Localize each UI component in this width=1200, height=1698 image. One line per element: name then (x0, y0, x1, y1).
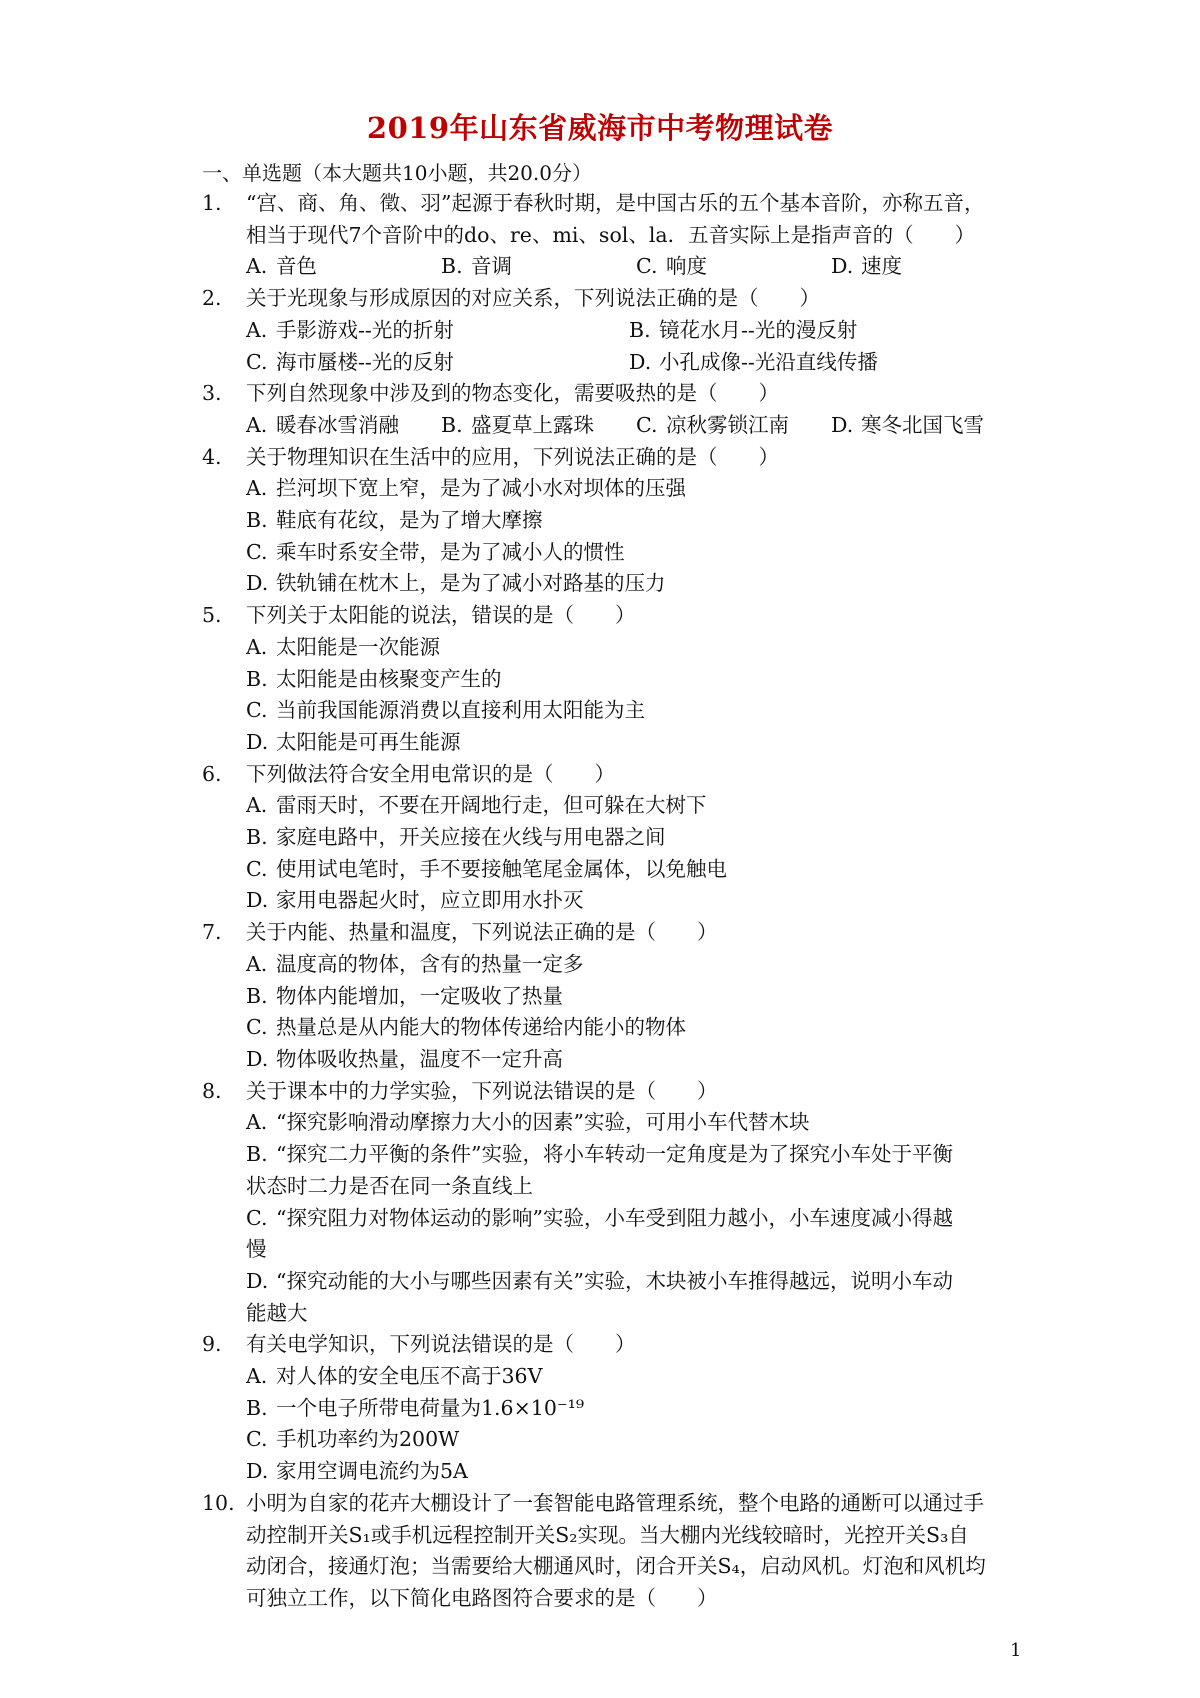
question-stem (246, 378, 1032, 410)
option-text: 热量总是从内能大的物体传递给内能小的物体 (276, 1015, 686, 1040)
option-label: B. (246, 825, 268, 850)
option-label: B. (441, 412, 463, 437)
stem-line: “宫、商、角、徵、羽”起源于春秋时期，是中国古乐的五个基本音阶，亦称五音， (246, 191, 985, 215)
option-text: 拦河坝下宽上窄，是为了减小水对坝体的压强 (276, 476, 686, 501)
stem-line: 下列自然现象中涉及到的物态变化，需要吸热的是（ ） (246, 381, 779, 406)
option-text: 速度 (861, 254, 902, 279)
option-d (831, 410, 1026, 442)
option-text: 小孔成像--光沿直线传播 (659, 349, 878, 374)
option-text: 鞋底有花纹，是为了增大摩擦 (276, 508, 543, 533)
option-text: 响度 (666, 254, 707, 279)
option-text: 雷雨天时，不要在开阔地行走，但可躲在大树下 (276, 793, 707, 818)
option-continuation: 状态时二力是否在同一条直线上 (246, 1173, 533, 1198)
question-number: 1. (202, 191, 222, 215)
option-text: 音调 (471, 254, 512, 279)
option-c (636, 251, 831, 283)
stem-line: 小明为自家的花卉大棚设计了一套智能电路管理系统，整个电路的通断可以通过手 (246, 1490, 984, 1515)
options-group (246, 790, 1032, 917)
question-number: 2. (202, 286, 222, 311)
question-8 (202, 1076, 1032, 1330)
options-group (246, 632, 1032, 759)
question-number: 7. (202, 920, 222, 945)
option-c (246, 1012, 1032, 1044)
option-label: B. (441, 254, 463, 279)
option-c (246, 1203, 1032, 1235)
option-a (246, 949, 1032, 981)
question-number: 6. (202, 761, 222, 786)
option-label: C. (246, 349, 268, 374)
option-text: 乘车时系安全带，是为了减小人的惯性 (276, 539, 625, 564)
option-text: 一个电子所带电荷量为1.6×10⁻¹⁹ (276, 1395, 585, 1420)
option-a (246, 1361, 1032, 1393)
page-title: 2019年山东省威海市中考物理试卷 (366, 111, 834, 145)
question-stem (246, 442, 1032, 474)
stem-line: 动闭合，接通灯泡；当需要给大棚通风时，闭合开关S₄，启动风机。灯泡和风机均 (246, 1554, 986, 1579)
option-d (246, 1266, 1032, 1298)
option-text: 温度高的物体，含有的热量一定多 (276, 951, 584, 976)
option-d (246, 568, 1032, 600)
option-text: 音色 (276, 254, 317, 279)
option-text: 盛夏草上露珠 (471, 412, 594, 437)
question-stem (246, 600, 1032, 632)
option-c (246, 854, 1032, 886)
option-text: 家用电器起火时，应立即用水扑灭 (276, 888, 584, 913)
options-group (246, 1361, 1032, 1488)
question-number: 10. (202, 1490, 235, 1515)
option-b (629, 315, 1029, 347)
stem-line: 下列关于太阳能的说法，错误的是（ ） (246, 603, 636, 628)
option-a (246, 251, 441, 283)
option-continuation: 能越大 (246, 1300, 308, 1325)
option-a (246, 632, 1032, 664)
option-label: C. (246, 698, 268, 723)
page-number: 1 (1010, 1640, 1022, 1661)
option-label: C. (246, 1427, 268, 1452)
option-text: 铁轨铺在枕木上，是为了减小对路基的压力 (276, 571, 666, 596)
option-label: D. (246, 1046, 269, 1071)
option-label: A. (246, 254, 268, 279)
stem-line: 可独立工作，以下简化电路图符合要求的是（ ） (246, 1585, 718, 1610)
option-c (246, 1424, 1032, 1456)
options-group (246, 410, 1032, 442)
question-stem (246, 1076, 1032, 1108)
option-label: D. (831, 412, 854, 437)
option-label: B. (246, 1395, 268, 1420)
option-text: “探究二力平衡的条件”实验，将小车转动一定角度是为了探究小车处于平衡 (276, 1142, 953, 1167)
option-text: 家庭电路中，开关应接在火线与用电器之间 (276, 825, 666, 850)
stem-line: 相当于现代7个音阶中的do、re、mi、sol、la．五音实际上是指声音的（ ） (246, 222, 976, 247)
option-label: C. (246, 539, 268, 564)
question-9 (202, 1329, 1032, 1488)
option-a (246, 790, 1032, 822)
option-text: 太阳能是由核聚变产生的 (276, 666, 502, 691)
option-text: 海市蜃楼--光的反射 (276, 349, 454, 374)
option-text: 寒冬北国飞雪 (861, 412, 984, 437)
option-b (246, 1139, 1032, 1171)
option-a (246, 410, 441, 442)
question-number: 8. (202, 1078, 222, 1103)
option-label: A. (246, 412, 268, 437)
option-d (246, 885, 1032, 917)
option-text: “探究动能的大小与哪些因素有关”实验，木块被小车推得越远，说明小车动 (276, 1268, 953, 1293)
section-heading: 一、单选题（本大题共10小题，共20.0分） (202, 161, 592, 185)
option-label: D. (246, 729, 269, 754)
option-label: B. (246, 1142, 268, 1167)
stem-line: 有关电学知识，下列说法错误的是（ ） (246, 1332, 636, 1357)
option-text: 家用空调电流约为5A (276, 1459, 468, 1484)
option-text: “探究影响滑动摩擦力大小的因素”实验，可用小车代替木块 (276, 1110, 810, 1135)
option-text: 凉秋雾锁江南 (666, 412, 789, 437)
option-label: D. (246, 1268, 269, 1293)
option-label: B. (246, 508, 268, 533)
option-label: A. (246, 476, 268, 501)
option-label: B. (246, 983, 268, 1008)
option-c (636, 410, 831, 442)
option-label: C. (246, 1205, 268, 1230)
option-a (246, 315, 629, 347)
option-text: 当前我国能源消费以直接利用太阳能为主 (276, 698, 645, 723)
question-number: 9. (202, 1332, 222, 1357)
option-label: D. (831, 254, 854, 279)
option-text: 暖春冰雪消融 (276, 412, 399, 437)
stem-line: 下列做法符合安全用电常识的是（ ） (246, 761, 615, 786)
question-7 (202, 917, 1032, 1076)
option-label: A. (246, 1364, 268, 1389)
question-5 (202, 600, 1032, 759)
option-a (246, 1107, 1032, 1139)
option-text: 使用试电笔时，手不要接触笔尾金属体，以免触电 (276, 856, 727, 881)
question-6 (202, 759, 1032, 918)
option-label: C. (246, 856, 268, 881)
question-3 (202, 378, 1032, 441)
stem-line: 关于课本中的力学实验，下列说法错误的是（ ） (246, 1078, 718, 1103)
option-text: “探究阻力对物体运动的影响”实验，小车受到阻力越小，小车速度减小得越 (276, 1205, 953, 1230)
option-text: 手机功率约为200W (276, 1427, 460, 1452)
option-d (246, 1044, 1032, 1076)
question-1 (202, 188, 1032, 283)
question-number: 5. (202, 603, 222, 628)
option-d (246, 1456, 1032, 1488)
option-b (246, 981, 1032, 1013)
stem-line: 关于内能、热量和温度，下列说法正确的是（ ） (246, 920, 718, 945)
options-group (246, 1107, 1032, 1329)
question-stem (246, 917, 1032, 949)
stem-line: 关于物理知识在生活中的应用，下列说法正确的是（ ） (246, 444, 779, 469)
question-stem (246, 188, 1032, 251)
options-group (246, 315, 1032, 378)
option-b (246, 822, 1032, 854)
option-text: 太阳能是一次能源 (276, 634, 440, 659)
question-10 (202, 1488, 1032, 1615)
option-text: 镜花水月--光的漫反射 (659, 317, 858, 342)
question-stem (246, 283, 1032, 315)
option-a (246, 473, 1032, 505)
option-b (441, 251, 636, 283)
stem-line: 动控制开关S₁或手机远程控制开关S₂实现。当大棚内光线较暗时，光控开关S₃自 (246, 1522, 969, 1547)
option-c (246, 347, 629, 379)
question-2 (202, 283, 1032, 378)
option-text: 物体内能增加，一定吸收了热量 (276, 983, 563, 1008)
option-label: A. (246, 951, 268, 976)
option-text: 对人体的安全电压不高于36V (276, 1364, 543, 1389)
question-4 (202, 442, 1032, 601)
option-label: A. (246, 793, 268, 818)
option-continuation: 慢 (246, 1237, 267, 1262)
option-b (246, 505, 1032, 537)
option-label: C. (636, 254, 658, 279)
option-label: B. (629, 317, 651, 342)
stem-line: 关于光现象与形成原因的对应关系，下列说法正确的是（ ） (246, 286, 820, 311)
option-label: C. (636, 412, 658, 437)
option-label: A. (246, 317, 268, 342)
option-label: D. (246, 1459, 269, 1484)
question-stem (246, 1488, 1032, 1615)
option-label: D. (246, 888, 269, 913)
option-c (246, 537, 1032, 569)
question-stem (246, 1329, 1032, 1361)
option-d (246, 727, 1032, 759)
option-text: 太阳能是可再生能源 (276, 729, 461, 754)
option-c (246, 695, 1032, 727)
options-group (246, 251, 1032, 283)
question-number: 4. (202, 444, 222, 469)
option-d (831, 251, 1026, 283)
option-b (246, 664, 1032, 696)
option-label: C. (246, 1015, 268, 1040)
option-text: 物体吸收热量，温度不一定升高 (276, 1046, 563, 1071)
option-b (441, 410, 636, 442)
question-list (202, 188, 1032, 1615)
option-label: A. (246, 1110, 268, 1135)
option-b (246, 1393, 1032, 1425)
option-text: 手影游戏--光的折射 (276, 317, 454, 342)
question-number: 3. (202, 381, 222, 406)
option-label: B. (246, 666, 268, 691)
option-label: D. (246, 571, 269, 596)
question-stem (246, 759, 1032, 791)
option-label: A. (246, 634, 268, 659)
options-group (246, 473, 1032, 600)
options-group (246, 949, 1032, 1076)
option-d (629, 347, 1029, 379)
option-label: D. (629, 349, 652, 374)
